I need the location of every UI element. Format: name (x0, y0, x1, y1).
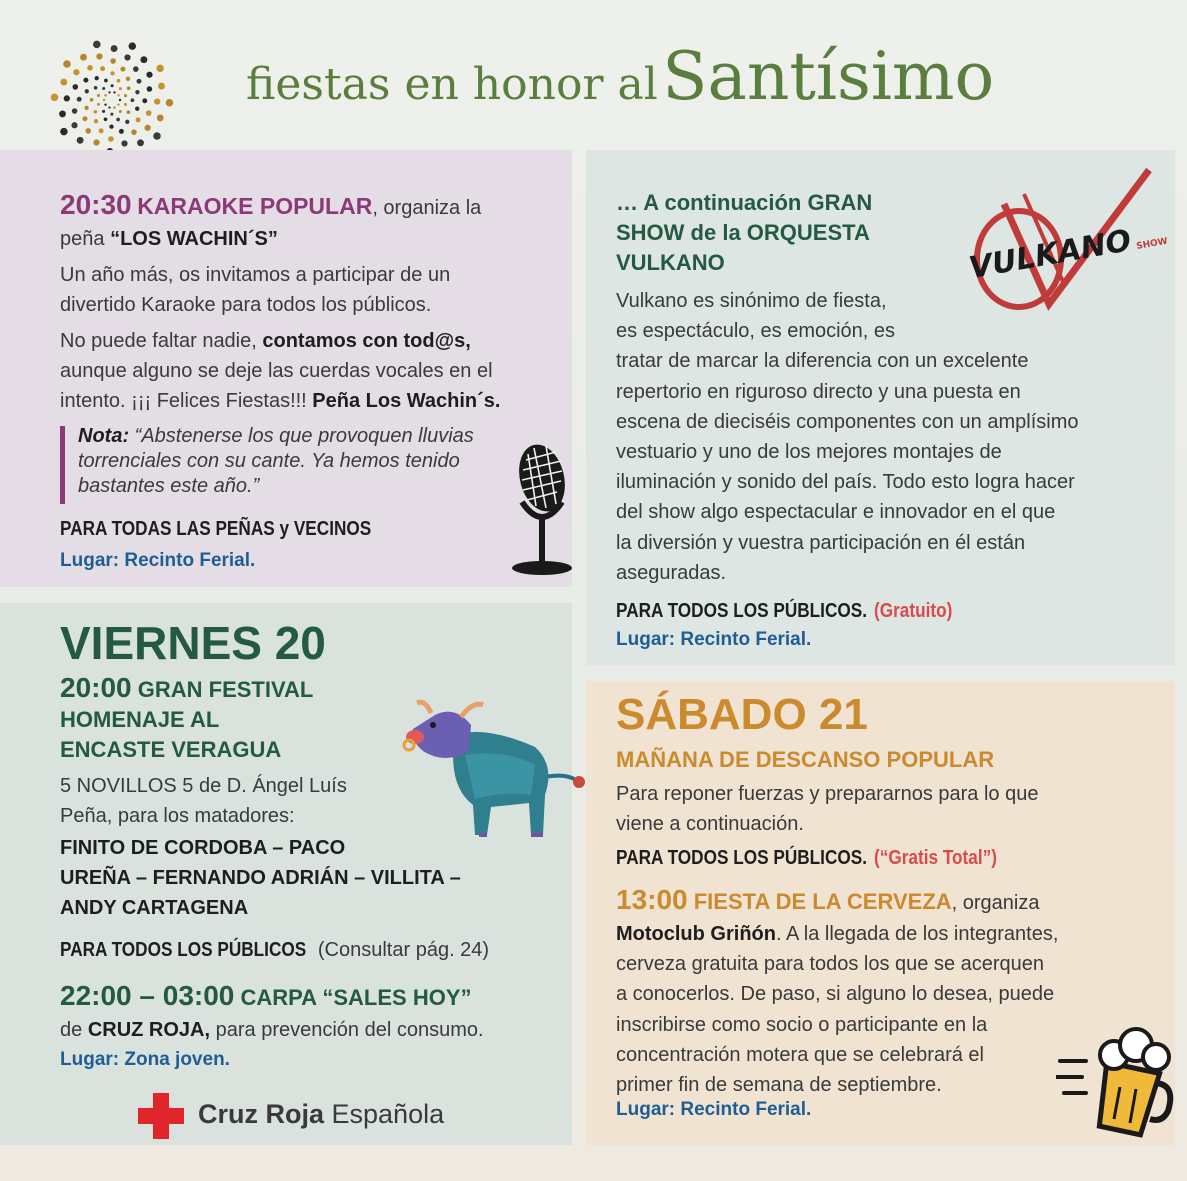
spiral-dot (71, 122, 77, 128)
sabado-heading2 (616, 885, 1040, 918)
viernes-heading2-text: CARPA “SALES HOY” (234, 985, 472, 1010)
karaoke-p2-line2: aunque alguno se deje las cuerdas vocales en el (60, 360, 493, 382)
spiral-dot (157, 114, 164, 121)
spiral-dot (83, 78, 88, 83)
spiral-dot (146, 110, 152, 116)
vulkano-line: Vulkano es sinónimo de fiesta, (616, 290, 887, 312)
spiral-dot (127, 86, 131, 90)
vulkano-logo (964, 164, 1169, 314)
title-script: fiestas en honor al (246, 59, 658, 110)
spiral-dot (108, 136, 114, 142)
spiral-dot (108, 106, 110, 108)
spiral-dot (119, 87, 122, 90)
spiral-dot (77, 97, 82, 102)
cruz-roja-rest: Española (324, 1099, 445, 1129)
sabado-org-name: Motoclub Griñón (616, 923, 776, 945)
spiral-dot (110, 58, 116, 64)
spiral-dot (125, 120, 129, 124)
spiral-dot (90, 98, 94, 102)
spiral-dot (73, 84, 79, 90)
spiral-dot (60, 79, 67, 86)
spiral-dot (100, 66, 105, 71)
spiral-dot (94, 110, 98, 114)
spiral-dot (166, 99, 174, 107)
spiral-dot (135, 90, 139, 94)
spiral-dot (59, 110, 66, 117)
sabado-price: (“Gratis Total”) (873, 847, 997, 869)
sabado-desc-line1: Para reponer fuerzas y prepararnos para lo que (616, 783, 1039, 805)
page-title (246, 38, 994, 115)
spiral-dot (94, 86, 98, 90)
spiral-dot (121, 140, 127, 146)
spiral-dot (144, 125, 150, 131)
spiral-dot (85, 89, 89, 93)
viernes-time2: 22:00 – 03:00 (60, 980, 235, 1011)
spiral-dot (64, 95, 70, 101)
spiral-dot (119, 110, 122, 113)
sabado-line: a conocerlos. De paso, si alguno lo desea, puede (616, 983, 1055, 1006)
spiral-dot (136, 117, 141, 122)
vulkano-panel (586, 150, 1175, 665)
viernes-line2-c: para prevención del consumo. (210, 1019, 484, 1041)
spiral-dot (146, 72, 152, 78)
spiral-dot (99, 128, 104, 133)
spiral-dot (120, 67, 125, 72)
sabado-organiza: , organiza (951, 892, 1040, 914)
vulkano-heading-line2: SHOW de la ORQUESTA (616, 220, 870, 245)
viernes-line2-b: CRUZ ROJA, (87, 1019, 211, 1041)
karaoke-p2-line3 (60, 386, 500, 416)
p2-d: Peña Los Wachin´s. (312, 390, 501, 412)
pena-prefix: peña (60, 228, 111, 250)
karaoke-panel (0, 150, 572, 587)
spiral-dot (147, 86, 153, 92)
sabado-heading2-text: FIESTA DE LA CERVEZA (687, 889, 952, 914)
spiral-dot (97, 103, 100, 106)
title-main: Santísimo (662, 38, 995, 115)
karaoke-organiza: , organiza la (372, 197, 482, 219)
viernes-time: 20:00 (60, 672, 132, 703)
viernes-heading2 (60, 981, 472, 1014)
karaoke-heading (60, 190, 481, 223)
vulkano-logo-sub: SHOW (1135, 236, 1169, 252)
spiral-dot (103, 99, 105, 101)
spiral-dot (102, 110, 105, 113)
p2-c: intento. ¡¡¡ Felices Fiestas!!! (60, 390, 313, 412)
vulkano-line: es espectáculo, es emoción, es (616, 320, 896, 343)
spiral-dot (124, 94, 127, 97)
sabado-line: cerveza gratuita para todos los que se acerquen (616, 953, 1045, 976)
pena-name: “LOS WACHIN´S” (110, 228, 278, 250)
sabado-line: inscribirse como socio o participante en la (616, 1013, 988, 1036)
sabado-heading: MAÑANA DE DESCANSO POPULAR (616, 747, 995, 772)
karaoke-p1-line2: divertido Karaoke para todos los públicos. (60, 294, 432, 316)
spiral-dot (80, 54, 87, 61)
viernes-heading-line3: ENCASTE VERAGUA (60, 737, 282, 762)
note-text-1: “Abstenerse los que provoquen lluvias (129, 425, 474, 447)
spiral-dot (87, 65, 93, 71)
viernes-heading-line2: HOMENAJE AL (60, 707, 220, 732)
spiral-dot (110, 113, 113, 116)
viernes-matadores-line2: UREÑA – FERNANDO ADRIÁN – VILLITA – (60, 867, 461, 889)
spiral-dot (104, 104, 106, 106)
viernes-line2-a: de (60, 1019, 88, 1041)
spiral-dot (124, 54, 130, 60)
vulkano-price: (Gratuito) (873, 600, 953, 622)
spiral-dot (126, 77, 130, 81)
spiral-dot (109, 124, 113, 128)
sabado-place: Lugar: Recinto Ferial. (616, 1099, 812, 1120)
spiral-dot (51, 94, 59, 102)
sabado-line-0 (616, 919, 1058, 949)
vulkano-line: la diversión y vuestra participación en él están (616, 531, 1026, 554)
spiral-dot (93, 139, 99, 145)
viernes-desc-line1: 5 NOVILLOS 5 de D. Ángel Luís (60, 775, 347, 797)
karaoke-audience: PARA TODAS LAS PEÑAS y VECINOS (60, 518, 372, 540)
spiral-dot (84, 106, 88, 110)
spiral-dot (95, 76, 99, 80)
vulkano-line: tratar de marcar la diferencia con un excelente (616, 350, 1029, 373)
vulkano-heading-line3: VULKANO (616, 250, 725, 275)
vulkano-line: vestuario y uno de los mejores montajes de (616, 441, 1002, 463)
spiral-dot (156, 65, 164, 73)
sabado-panel (586, 681, 1175, 1145)
spiral-dot (104, 94, 106, 96)
cruz-roja-bold: Cruz Roja (198, 1099, 325, 1129)
spiral-dot (83, 116, 88, 121)
spiral-dot (85, 128, 91, 134)
note-line1 (78, 424, 474, 449)
spiral-dot (113, 91, 115, 93)
spiral-dot (72, 108, 78, 114)
vulkano-heading-line1: … A continuación GRAN (616, 190, 873, 215)
spiral-dot (140, 56, 147, 63)
spiral-dot (104, 117, 108, 121)
viernes-audience: PARA TODOS LOS PÚBLICOS (60, 939, 307, 961)
vulkano-logo-text: VULKANO (966, 223, 1134, 287)
vulkano-line: del show algo espectacular e innovador en el que (616, 501, 1056, 524)
p2-a: No puede faltar nadie, (60, 330, 263, 352)
spiral-dot (127, 110, 131, 114)
sabado-day: SÁBADO 21 (616, 690, 868, 739)
viernes-panel (0, 603, 572, 1145)
vulkano-line: iluminación y sonido del país. Todo esto logra hacer (616, 471, 1075, 494)
viernes-audience-note: (Consultar pág. 24) (312, 939, 490, 961)
spiral-dot (119, 99, 121, 101)
sabado-line: primer fin de semana de septiembre. (616, 1074, 942, 1096)
vulkano-line: repertorio en riguroso directo y una puesta en (616, 380, 1021, 403)
viernes-heading-a: GRAN FESTIVAL (131, 677, 314, 702)
karaoke-title: KARAOKE POPULAR (137, 193, 373, 219)
spiral-dot (158, 83, 165, 90)
viernes-desc-line2: Peña, para los matadores: (60, 805, 295, 827)
spiral-dot (73, 69, 79, 75)
spiral-dot (96, 53, 102, 59)
bull-icon (395, 695, 585, 845)
viernes-line2 (60, 1015, 484, 1045)
beer-mug-icon (1056, 1027, 1174, 1142)
karaoke-place: Lugar: Recinto Ferial. (60, 550, 256, 571)
spiral-dot (93, 41, 101, 49)
sabado-line: concentración motera que se celebrará el (616, 1043, 984, 1066)
spiral-dot (111, 45, 118, 52)
note-line2: torrenciales con su cante. Ya hemos tenido (78, 450, 460, 472)
vulkano-audience: PARA TODOS LOS PÚBLICOS. (616, 600, 868, 622)
spiral-dot (142, 98, 147, 103)
spiral-dot (137, 79, 142, 84)
spiral-dot (117, 94, 119, 96)
karaoke-pena (60, 224, 278, 254)
spiral-dot (153, 132, 161, 140)
sabado-audience: PARA TODOS LOS PÚBLICOS. (616, 847, 868, 869)
spiral-dot (117, 79, 121, 83)
spiral-dot (131, 129, 137, 135)
vulkano-line: aseguradas. (616, 561, 727, 584)
spiral-dot (135, 107, 139, 111)
spiral-dot (77, 137, 84, 144)
spiral-dot (104, 79, 108, 83)
viernes-day: VIERNES 20 (60, 617, 326, 669)
vulkano-place: Lugar: Recinto Ferial. (616, 629, 812, 650)
spiral-dot (116, 118, 120, 122)
sabado-desc-line2: viene a continuación. (616, 813, 804, 835)
vulkano-line: escena de dieciséis componentes con un amplísimo (616, 410, 1079, 433)
spiral-dot (133, 66, 139, 72)
note-line3: bastantes este año.” (78, 475, 260, 497)
viernes-matadores-line1: FINITO DE CORDOBA – PACO (60, 837, 346, 859)
spiral-dot (60, 128, 68, 136)
spiral-dot (108, 91, 110, 93)
viernes-place: Lugar: Zona joven. (60, 1049, 230, 1070)
karaoke-p2-line1 (60, 326, 471, 356)
red-cross-icon (138, 1093, 184, 1139)
note-bar (60, 426, 65, 504)
viernes-heading-line1 (60, 673, 313, 706)
spiral-dot (129, 42, 137, 50)
spiral-dot (117, 104, 119, 106)
karaoke-p1-line1: Un año más, os invitamos a participar de un (60, 264, 451, 286)
note-label: Nota: (78, 425, 130, 447)
viernes-matadores-line3: ANDY CARTAGENA (60, 897, 249, 919)
spiral-dot (113, 106, 115, 108)
spiral-dot (102, 87, 105, 90)
spiral-dot (124, 103, 127, 106)
spiral-dot (110, 71, 114, 75)
spiral-dot (154, 98, 160, 104)
vulkano-audience-line (616, 596, 965, 626)
spiral-dot (111, 84, 114, 87)
spiral-dot (119, 129, 124, 134)
spiral-dot (137, 139, 144, 146)
karaoke-time: 20:30 (60, 189, 132, 220)
sabado-line-0-text: . A la llegada de los integrantes, (775, 923, 1059, 945)
microphone-icon (500, 440, 580, 582)
sabado-audience-line (616, 843, 1017, 873)
sabado-time: 13:00 (616, 884, 688, 915)
viernes-audience-line (60, 935, 489, 965)
spiral-dot (97, 94, 100, 97)
spiral-dot (63, 60, 71, 68)
p2-b: contamos con tod@s, (262, 330, 471, 352)
spiral-logo-icon (50, 34, 174, 166)
spiral-dot (131, 98, 135, 102)
cruz-roja-text (198, 1099, 444, 1129)
spiral-dot (94, 119, 98, 123)
